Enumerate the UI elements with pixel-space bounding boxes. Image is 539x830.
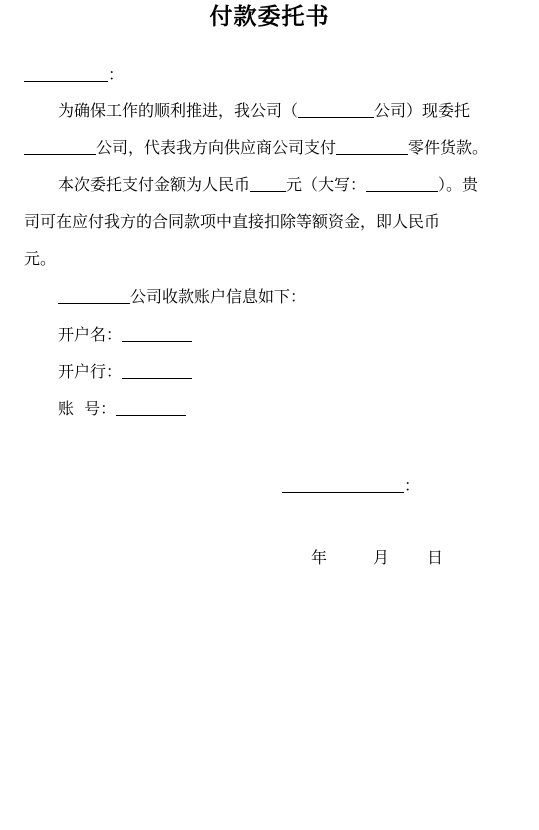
document-title: 付款委托书 (209, 3, 330, 30)
date-line (311, 547, 443, 569)
account-number-label: 账 号： (58, 399, 117, 418)
account-name-blank[interactable] (122, 325, 192, 342)
signature-blank[interactable] (282, 476, 404, 493)
addressee-blank[interactable] (24, 65, 108, 82)
paragraph-1-line-2 (24, 137, 488, 159)
paragraph-2-text-c: ）。贵 (438, 175, 479, 194)
signature-line (282, 475, 420, 497)
account-bank-label: 开户行： (58, 362, 123, 381)
date-day: 日 (427, 548, 444, 567)
principal-company-blank[interactable] (298, 101, 374, 118)
account-bank-line (58, 361, 192, 383)
account-number-line (58, 398, 186, 420)
account-name-line (58, 324, 192, 346)
paragraph-2-text-e: 元。 (24, 249, 57, 268)
salutation-colon: ： (108, 65, 125, 84)
date-month: 月 (373, 548, 390, 567)
paragraph-1-text-b: 公司）现委托 (374, 101, 471, 120)
salutation-line (24, 64, 124, 86)
amount-number-blank[interactable] (250, 175, 286, 192)
paragraph-2-text-d: 司可在应付我方的合同款项中直接扣除等额资金，即人民币 (24, 212, 441, 231)
account-intro-text: 公司收款账户信息如下： (130, 287, 307, 306)
signature-colon: ： (404, 476, 421, 495)
paragraph-2-line-2 (24, 211, 440, 233)
parts-name-blank[interactable] (336, 138, 408, 155)
paragraph-1-text-a: 为确保工作的顺利推进，我公司（ (58, 101, 299, 120)
paragraph-2-line-3 (24, 248, 56, 270)
amount-words-blank[interactable] (366, 175, 438, 192)
account-intro-line (58, 286, 306, 308)
date-year: 年 (311, 548, 328, 567)
paragraph-1-text-c: 公司，代表我方向供应商公司支付 (96, 138, 337, 157)
account-bank-blank[interactable] (122, 362, 192, 379)
paragraph-1-text-d: 零件货款。 (408, 138, 489, 157)
account-number-blank[interactable] (116, 399, 186, 416)
account-name-label: 开户名： (58, 325, 123, 344)
agent-company-blank[interactable] (24, 138, 96, 155)
paragraph-1-line-1 (58, 100, 470, 122)
paragraph-2-line-1 (58, 174, 478, 196)
paragraph-2-text-a: 本次委托支付金额为人民币 (58, 175, 251, 194)
paragraph-2-text-b: 元（大写： (286, 175, 367, 194)
payee-company-blank[interactable] (58, 287, 130, 304)
